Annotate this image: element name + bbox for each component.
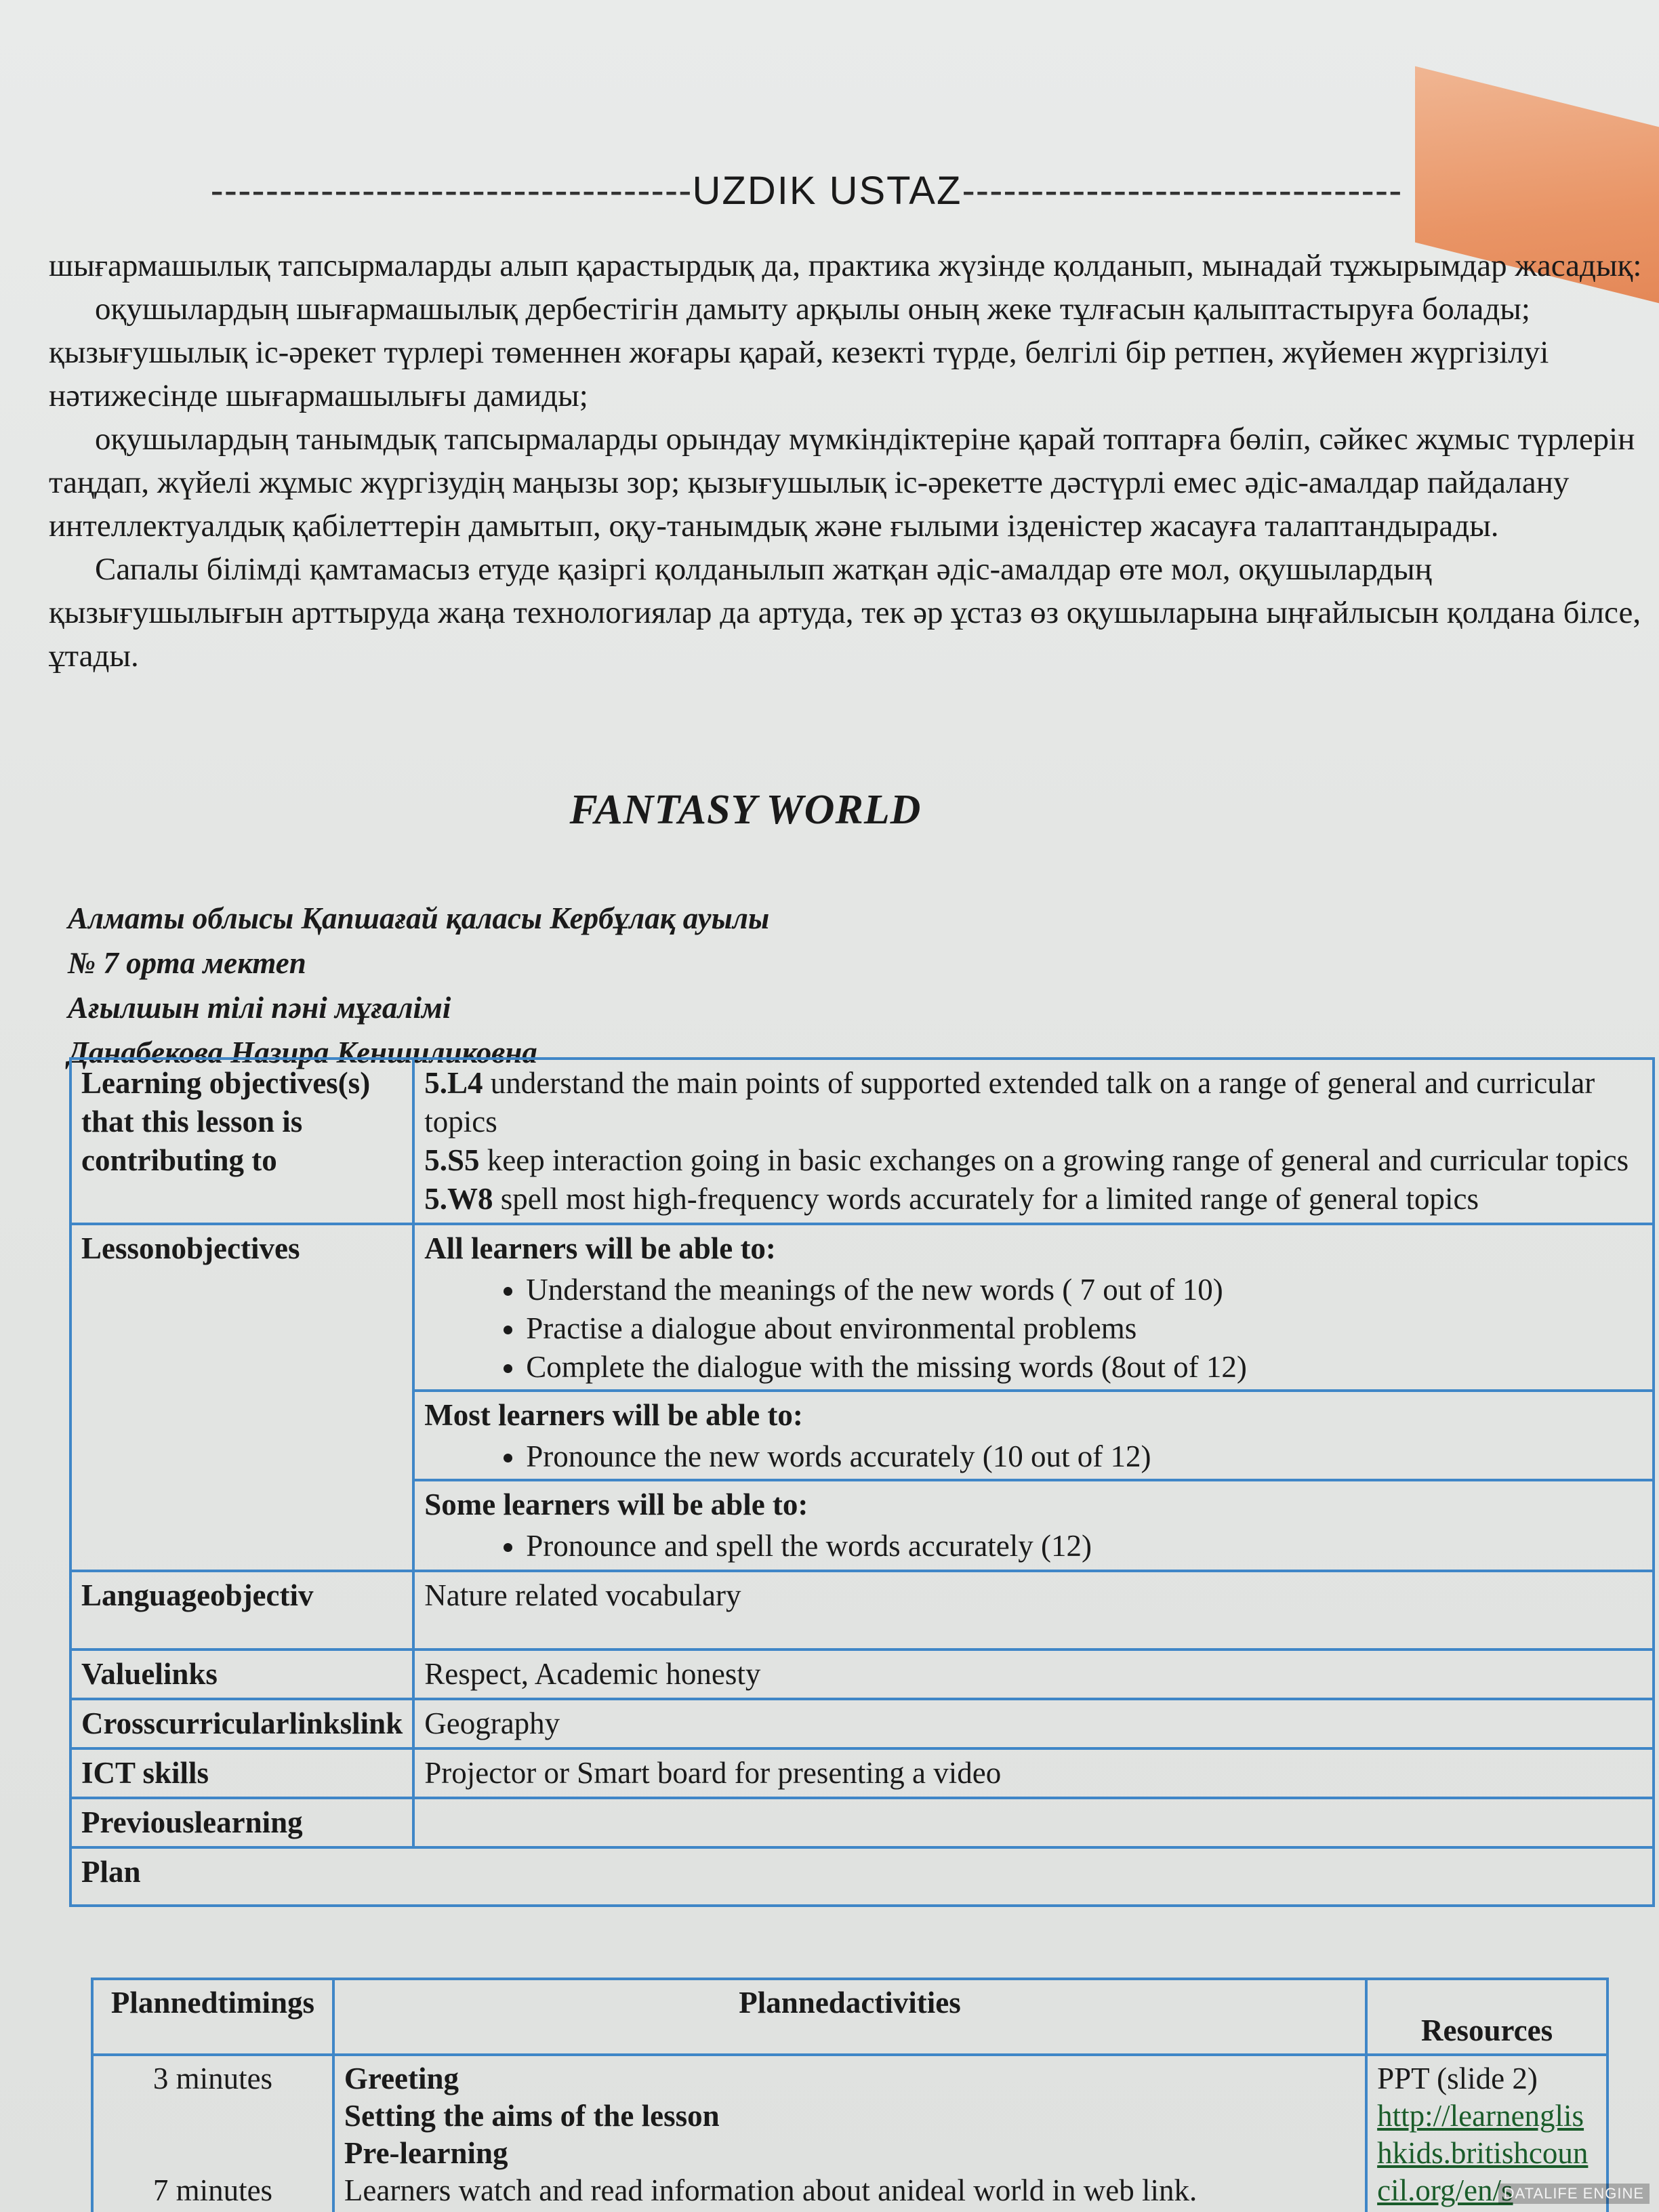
author-position: Ағылшын тілі пәні мұғалімі <box>68 991 451 1025</box>
col-planned-timings: Plannedtimings <box>92 1979 333 2055</box>
timing-value: 7 minutes <box>152 2173 273 2207</box>
lesson-objectives-cell <box>413 1224 1654 1571</box>
timing-value: 3 minutes <box>152 2062 273 2095</box>
list-item: • Understand the meanings of the new words ( 7 out of 10) <box>526 1271 1643 1309</box>
table-row <box>70 1847 1654 1906</box>
list-item: • Pronounce and spell the words accurately (12) <box>526 1527 1643 1565</box>
language-objective-value: Nature related vocabulary <box>413 1571 1654 1650</box>
most-learners-block <box>415 1389 1652 1476</box>
author-school: № 7 орта мектеп <box>68 946 306 980</box>
some-learners-block <box>415 1479 1652 1565</box>
objective-text: spell most high-frequency words accurately for a limited range of general topics <box>493 1182 1479 1216</box>
table-row <box>92 2055 1607 2212</box>
previous-learning-value <box>413 1798 1654 1847</box>
objectives-label: Learning objectives(s) that this lesson is contributing to <box>70 1059 413 1224</box>
resource-link[interactable]: http://learnenglishkids.britishcouncil.org/en/s <box>1377 2099 1589 2207</box>
most-learners-list <box>424 1437 1643 1476</box>
previous-learning-label: Previouslearning <box>70 1798 413 1847</box>
header-dashes-left: ----------------------------------- <box>210 169 693 213</box>
some-learners-heading: Some learners will be able to: <box>424 1488 808 1521</box>
objective-item <box>424 1064 1643 1141</box>
lesson-plan-table <box>69 1057 1655 1907</box>
objective-code: 5.S5 <box>424 1143 480 1177</box>
list-item: • Pronounce the new words accurately (10 out of 12) <box>526 1437 1643 1476</box>
some-learners-list <box>424 1527 1643 1565</box>
table-row <box>70 1059 1654 1224</box>
all-learners-heading: All learners will be able to: <box>424 1231 776 1265</box>
table-row <box>70 1748 1654 1798</box>
header-brand: UZDIK USTAZ <box>692 169 962 213</box>
header-dashes-right: -------------------------------- <box>962 169 1403 213</box>
resource-ppt: PPT (slide 2) <box>1377 2062 1538 2095</box>
ict-skills-value: Projector or Smart board for presenting a video <box>413 1748 1654 1798</box>
col-resources: Resources <box>1366 1979 1607 2055</box>
table-row <box>70 1224 1654 1571</box>
site-watermark: DATALIFE ENGINE <box>1498 2184 1650 2204</box>
activity-pre-learning: Pre-learning <box>344 2136 508 2170</box>
plan-label: Plan <box>70 1847 1654 1906</box>
objectives-cell <box>413 1059 1654 1224</box>
cross-curricular-label: Crosscurricularlinkslink <box>70 1699 413 1748</box>
activity-description: Learners watch and read information about anideal world in web link. <box>344 2173 1197 2207</box>
objective-text: understand the main points of supported extended talk on a range of general and curricular topics <box>424 1066 1595 1139</box>
cross-curricular-value: Geography <box>413 1699 1654 1748</box>
objective-item <box>424 1180 1643 1218</box>
objective-code: 5.L4 <box>424 1066 483 1100</box>
lesson-objectives-label: Lessonobjectives <box>70 1224 413 1571</box>
value-links-label: Valuelinks <box>70 1650 413 1699</box>
table-row <box>70 1650 1654 1699</box>
body-prose <box>49 244 1659 678</box>
activities-cell <box>333 2055 1366 2212</box>
objective-item <box>424 1141 1643 1180</box>
timing-table <box>91 1978 1609 2212</box>
table-row <box>92 1979 1607 2055</box>
activity-greeting: Greeting <box>344 2062 459 2095</box>
most-learners-heading: Most learners will be able to: <box>424 1398 803 1432</box>
value-links-value: Respect, Academic honesty <box>413 1650 1654 1699</box>
paragraph: шығармашылық тапсырмаларды алып қарастырдық да, практика жүзінде қолданып, мынадай тұжырымдар жасадық: <box>49 248 1642 283</box>
ict-skills-label: ICT skills <box>70 1748 413 1798</box>
activity-aims: Setting the aims of the lesson <box>344 2099 720 2133</box>
author-region: Алматы облысы Қапшағай қаласы Кербұлақ ауылы <box>68 901 770 935</box>
page-header <box>210 168 1403 213</box>
table-row <box>70 1798 1654 1847</box>
paragraph: оқушылардың шығармашылық дербестігін дамыту арқылы оның жеке тұлғасын қалыптастыруға болады; қызығушылық іс-әрекет түрлері төменнен жоғары қарай, кезекті түрде, белгілі бір ретпен, жүйемен жүргізілуі нәтижесінде шығармашылығы дамиды; <box>49 291 1549 413</box>
all-learners-list <box>424 1271 1643 1387</box>
table-row <box>70 1571 1654 1650</box>
author-name: Данабекова Назира Кеншиликовна <box>68 1036 537 1069</box>
col-planned-activities: Plannedactivities <box>333 1979 1366 2055</box>
objective-text: keep interaction going in basic exchanges on a growing range of general and curricular topics <box>479 1143 1629 1177</box>
timings-cell <box>92 2055 333 2212</box>
lesson-title: FANTASY WORLD <box>569 787 922 833</box>
author-block <box>68 896 769 1075</box>
objective-code: 5.W8 <box>424 1182 493 1216</box>
language-objective-label: Languageobjectiv <box>70 1571 413 1650</box>
paragraph: оқушылардың танымдық тапсырмаларды орындау мүмкіндіктеріне қарай топтарға бөліп, сәйкес жұмыс түрлерін таңдап, жүйелі жұмыс жүргізудің маңызы зор; қызығушылық іс-әрекетте дәстүрлі емес әдіс-амалдар пайдалану интеллектуалдық қабілеттерін дамытып, оқу-танымдық және ғылыми ізденістер жасауға талаптандырады. <box>49 422 1635 544</box>
list-item: • Practise a dialogue about environmental problems <box>526 1309 1643 1348</box>
table-row <box>70 1699 1654 1748</box>
paragraph: Сапалы білімді қамтамасыз етуде қазіргі қолданылып жатқан әдіс-амалдар өте мол, оқушылардың қызығушылығын арттыруда жаңа технологиялар да артуда, тек әр ұстаз өз оқушыларына ыңғайлысын қолдана білсе, ұтады. <box>49 552 1641 674</box>
list-item: • Complete the dialogue with the missing words (8out of 12) <box>526 1348 1643 1387</box>
